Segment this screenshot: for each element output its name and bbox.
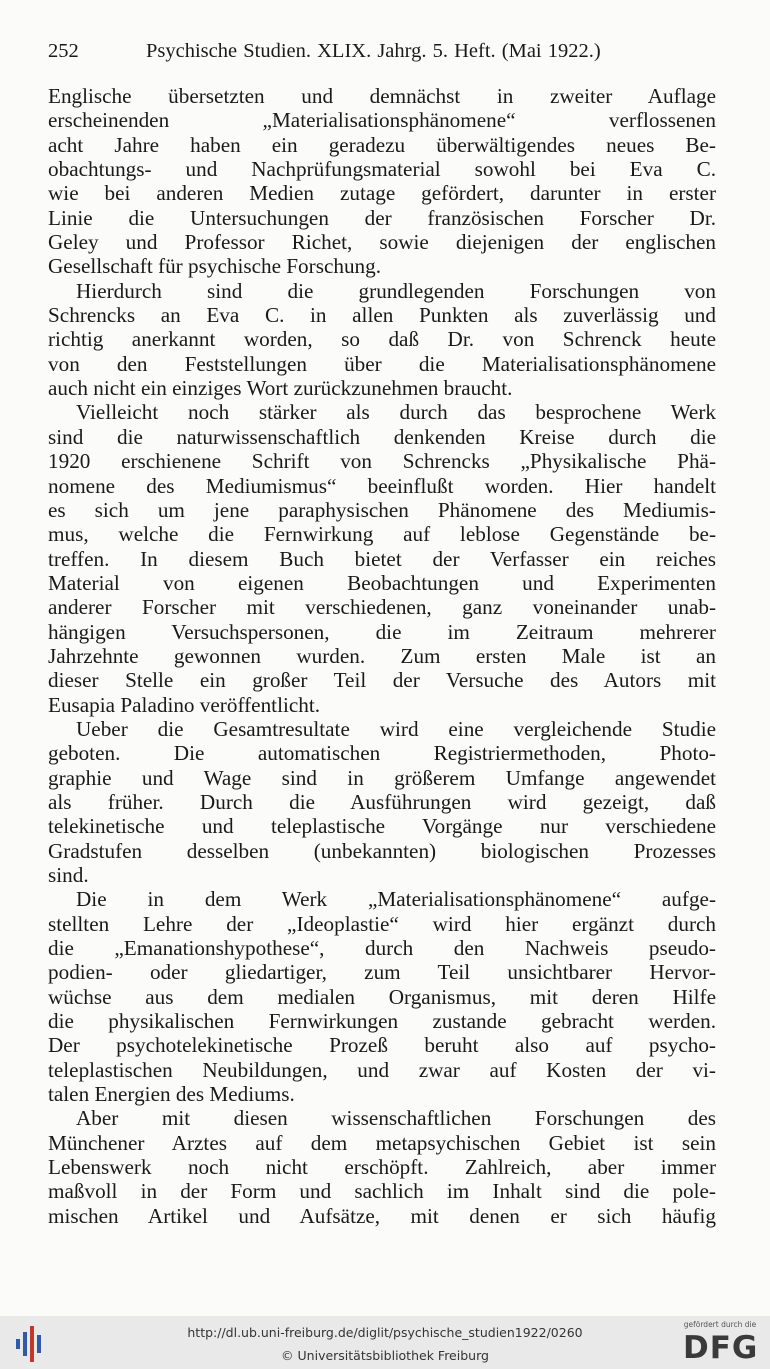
text-line: Schrencks an Eva C. in allen Punkten als zuverlässig und bbox=[48, 303, 716, 328]
text-line: auch nicht ein einziges Wort zurückzunehmen braucht. bbox=[48, 376, 513, 401]
text-line: Aber mit diesen wissenschaftlichen Forschungen des bbox=[76, 1106, 716, 1131]
text-line: wie bei anderen Medien zutage gefördert, darunter in erster bbox=[48, 181, 716, 206]
text-line: die physikalischen Fernwirkungen zustande gebracht werden. bbox=[48, 1009, 716, 1034]
text-line: von den Feststellungen über die Materialisationsphänomene bbox=[48, 351, 716, 376]
dfg-logo-icon: DFG bbox=[683, 1330, 759, 1366]
text-line: talen Energien des Mediums. bbox=[48, 1082, 295, 1107]
text-line: Der psychotelekinetische Prozeß beruht also auf psycho- bbox=[48, 1033, 716, 1058]
text-line: Gesellschaft für psychische Forschung. bbox=[48, 254, 382, 279]
text-line: Hierdurch sind die grundlegenden Forschungen von bbox=[76, 278, 716, 303]
text-line: sind. bbox=[48, 863, 89, 887]
text-line: es sich um jene paraphysischen Phänomene des Mediumis- bbox=[48, 497, 716, 522]
page-header bbox=[48, 40, 724, 70]
copyright-notice: © Universitätsbibliothek Freiburg bbox=[281, 1348, 489, 1363]
text-line: podien- oder gliedartiger, zum Teil unsichtbarer Hervor- bbox=[48, 960, 716, 985]
viewer-footer bbox=[0, 1316, 770, 1369]
running-title: Psychische Studien. XLIX. Jahrg. 5. Heft. (Mai 1922.) bbox=[146, 40, 601, 62]
text-line: anderer Forscher mit verschiedenen, ganz voneinander unab- bbox=[48, 595, 716, 620]
text-line: teleplastischen Neubildungen, und zwar auf Kosten der vi- bbox=[48, 1057, 716, 1082]
text-line: Die in dem Werk „Materialisationsphänomene“ aufge- bbox=[76, 887, 716, 912]
text-line: acht Jahre haben ein geradezu überwältigendes neues Be- bbox=[48, 132, 716, 157]
text-line: treffen. In diesem Buch bietet der Verfasser ein reiches bbox=[48, 546, 716, 571]
text-line: die „Emanationshypothese“, durch den Nachweis pseudo- bbox=[48, 936, 716, 961]
dfg-caption: gefördert durch die bbox=[683, 1320, 757, 1329]
text-line: stellten Lehre der „Ideoplastie“ wird hier ergänzt durch bbox=[48, 911, 716, 936]
text-line: dieser Stelle ein großer Teil der Versuche des Autors mit bbox=[48, 668, 716, 693]
text-line: Münchener Arztes auf dem metapsychischen Gebiet ist sein bbox=[48, 1130, 716, 1155]
text-line: wüchse aus dem medialen Organismus, mit deren Hilfe bbox=[48, 984, 716, 1009]
text-line: graphie und Wage sind in größerem Umfange angewendet bbox=[48, 765, 716, 790]
text-line: Lebenswerk noch nicht erschöpft. Zahlreich, aber immer bbox=[48, 1155, 716, 1180]
text-line: Gradstufen desselben (unbekannten) biologischen Prozesses bbox=[48, 838, 716, 863]
text-line: maßvoll in der Form und sachlich im Inhalt sind die pole- bbox=[48, 1179, 716, 1204]
text-line: richtig anerkannt worden, so daß Dr. von Schrenck heute bbox=[48, 327, 716, 352]
text-line: mischen Artikel und Aufsätze, mit denen er sich häufig bbox=[48, 1203, 716, 1228]
text-line: geboten. Die automatischen Registriermethoden, Photo- bbox=[48, 741, 716, 766]
text-line: Ueber die Gesamtresultate wird eine vergleichende Studie bbox=[76, 716, 716, 741]
text-line: Geley und Professor Richet, sowie diejenigen der englischen bbox=[48, 230, 716, 255]
text-line: hängigen Versuchspersonen, die im Zeitraum mehrerer bbox=[48, 619, 716, 644]
text-line: Jahrzehnte gewonnen wurden. Zum ersten Male ist an bbox=[48, 643, 716, 668]
text-line: erscheinenden „Materialisationsphänomene“ verflossenen bbox=[48, 108, 716, 133]
text-line: als früher. Durch die Ausführungen wird gezeigt, daß bbox=[48, 789, 716, 814]
text-line: Material von eigenen Beobachtungen und Experimenten bbox=[48, 570, 716, 595]
text-line: Englische übersetzten und demnächst in zweiter Auflage bbox=[48, 84, 716, 108]
text-line: telekinetische und teleplastische Vorgänge nur verschiedene bbox=[48, 814, 716, 839]
text-line: sind die naturwissenschaftlich denkenden Kreise durch die bbox=[48, 424, 716, 449]
text-line: obachtungs- und Nachprüfungsmaterial sowohl bei Eva C. bbox=[48, 157, 716, 182]
text-line: nomene des Mediumismus“ beeinflußt worden. Hier handelt bbox=[48, 473, 716, 498]
body-text bbox=[48, 84, 716, 1228]
text-line: Eusapia Paladino veröffentlicht. bbox=[48, 692, 321, 717]
text-line: Vielleicht noch stärker als durch das besprochene Werk bbox=[76, 400, 716, 425]
text-line: 1920 erschienene Schrift von Schrencks „Physikalische Phä- bbox=[48, 449, 716, 474]
digital-library-link[interactable]: http://dl.ub.uni-freiburg.de/diglit/psychische_studien1922/0260 bbox=[187, 1325, 583, 1340]
text-line: Linie die Untersuchungen der französischen Forscher Dr. bbox=[48, 205, 716, 230]
page-number: 252 bbox=[48, 40, 79, 62]
text-line: mus, welche die Fernwirkung auf leblose Gegenstände be- bbox=[48, 522, 716, 547]
